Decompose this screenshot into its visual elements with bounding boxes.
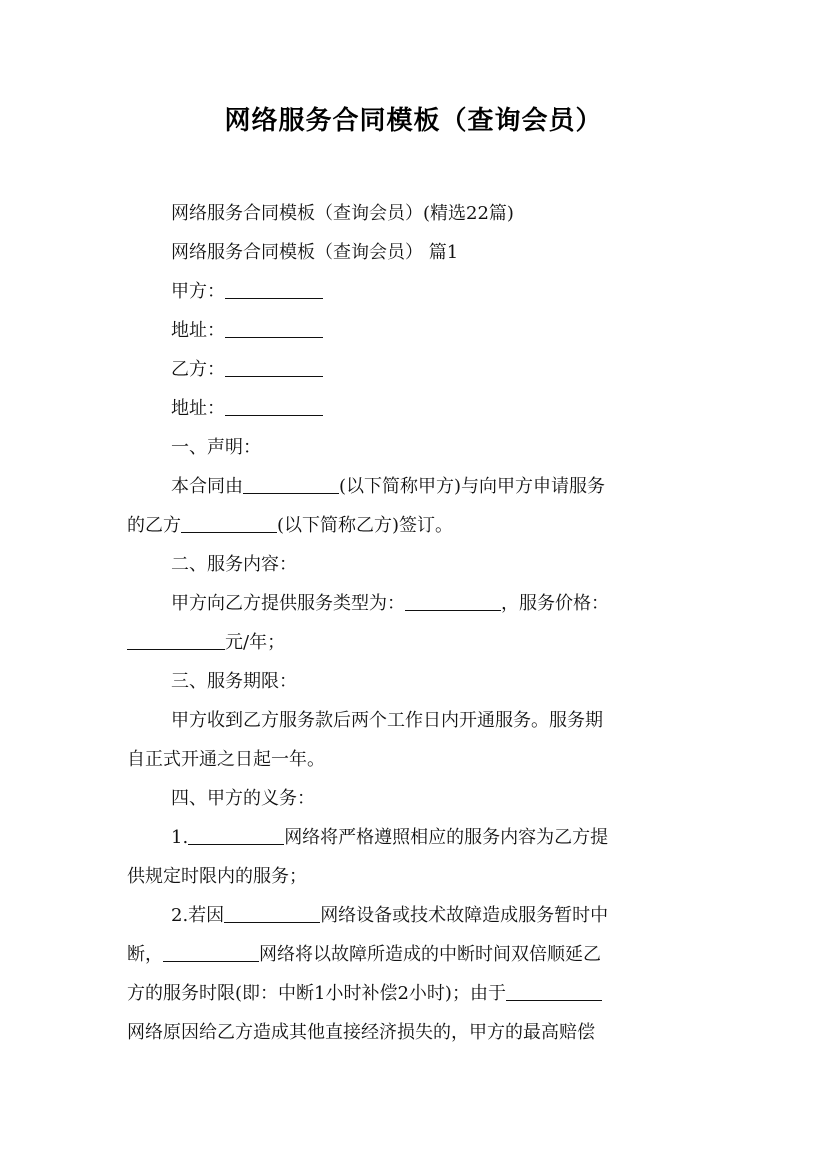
address-b-blank	[225, 393, 323, 416]
price-blank	[127, 627, 225, 650]
section-4-item-1-line-2: 供规定时限内的服务；	[127, 866, 307, 887]
text: 元/年；	[225, 632, 286, 653]
address-label-a: 地址：	[171, 320, 225, 341]
text: 方的服务时限(即：中断1小时补偿2小时)；由于	[127, 983, 506, 1004]
section-4-item-1-line-1	[127, 818, 703, 857]
text: 1.	[171, 827, 189, 848]
section-1-para-line-2	[127, 506, 703, 545]
party-b-blank	[225, 354, 323, 377]
section-1-para-line-1	[127, 467, 703, 506]
section-2-heading: 二、服务内容：	[171, 554, 297, 575]
address-a-line	[127, 311, 703, 350]
blank	[163, 939, 259, 962]
section-3-para-line-1: 甲方收到乙方服务款后两个工作日内开通服务。服务期	[171, 710, 603, 731]
text: (以下简称乙方)签订。	[277, 515, 454, 536]
address-a-blank	[225, 315, 323, 338]
text: 2.若因	[171, 905, 225, 926]
party-b-line	[127, 350, 703, 389]
chapter-line: 网络服务合同模板（查询会员） 篇1	[171, 242, 459, 263]
text: 的乙方	[127, 515, 181, 536]
blank	[506, 978, 602, 1001]
text: 甲方向乙方提供服务类型为：	[171, 593, 405, 614]
text: 网络设备或技术故障造成服务暂时中	[320, 905, 609, 926]
section-2-para-line-1	[127, 584, 703, 623]
section-3-heading: 三、服务期限：	[171, 671, 297, 692]
blank	[181, 510, 277, 533]
section-1-heading: 一、声明：	[171, 437, 261, 458]
section-4-item-2-line-2	[127, 935, 703, 974]
party-a-blank	[225, 276, 323, 299]
text: (以下简称甲方)与向甲方申请服务	[339, 476, 606, 497]
section-4-item-2-line-1	[127, 896, 703, 935]
address-label-b: 地址：	[171, 398, 225, 419]
section-3-para-line-2: 自正式开通之日起一年。	[127, 749, 325, 770]
party-a-label: 甲方：	[171, 281, 225, 302]
section-4-item-2-line-3	[127, 974, 703, 1013]
blank	[243, 471, 339, 494]
text: 断，	[127, 944, 163, 965]
section-4-heading: 四、甲方的义务：	[171, 788, 315, 809]
blank	[224, 900, 320, 923]
address-b-line	[127, 389, 703, 428]
intro-line: 网络服务合同模板（查询会员）(精选22篇)	[171, 203, 514, 224]
text: 网络将严格遵照相应的服务内容为乙方提	[284, 827, 609, 848]
text: ，服务价格：	[501, 593, 609, 614]
text: 本合同由	[171, 476, 243, 497]
service-type-blank	[405, 588, 501, 611]
document-body	[127, 194, 703, 1052]
party-b-label: 乙方：	[171, 359, 225, 380]
blank	[188, 822, 284, 845]
document-title: 网络服务合同模板（查询会员）	[224, 106, 603, 136]
text: 网络将以故障所造成的中断时间双倍顺延乙	[259, 944, 601, 965]
party-a-line	[127, 272, 703, 311]
section-4-item-2-line-4: 网络原因给乙方造成其他直接经济损失的，甲方的最高赔偿	[127, 1022, 595, 1043]
section-2-para-line-2	[127, 623, 703, 662]
